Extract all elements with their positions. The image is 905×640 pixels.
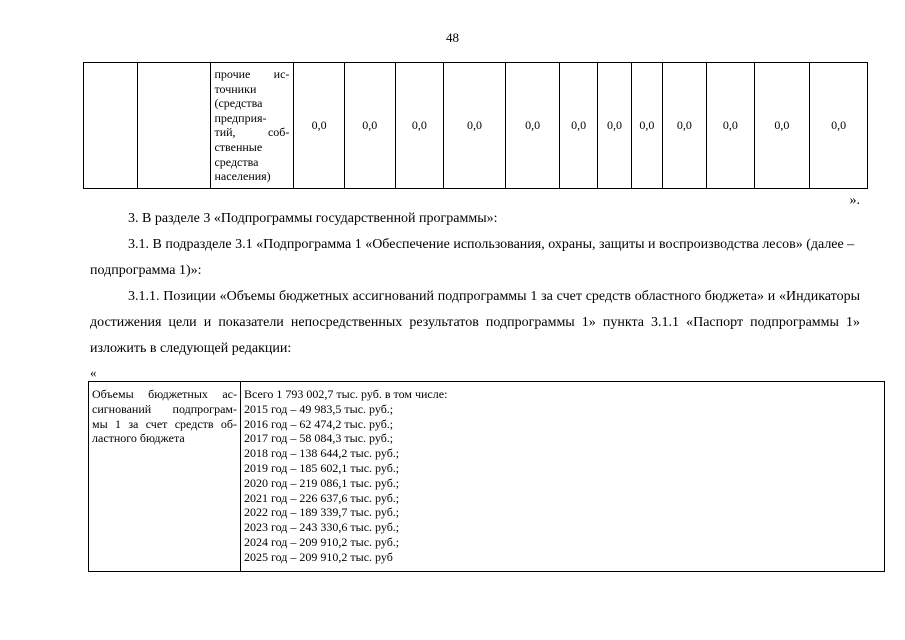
budget-year-line: 2025 год – 209 910,2 тыс. руб (244, 549, 393, 564)
value-cell: 0,0 (444, 63, 506, 189)
source-line: тий, соб- (214, 125, 290, 140)
label-line: мы 1 за счет средств об- (92, 416, 237, 431)
source-line: ственные (214, 139, 263, 154)
value-cell: 0,0 (395, 63, 444, 189)
label-line: сигнований подпрограм- (92, 401, 237, 416)
closing-quote: ». (849, 193, 860, 208)
budget-year-line: 2017 год – 58 084,3 тыс. руб.; (244, 431, 394, 446)
budget-year-line: 2018 год – 138 644,2 тыс. руб.; (244, 446, 400, 461)
value-cell: 0,0 (707, 63, 755, 189)
value-cell: 0,0 (754, 63, 810, 189)
table-row (89, 382, 885, 572)
source-line: населения) (214, 169, 271, 184)
source-line: (средства (214, 96, 263, 111)
budget-allocations-table (88, 381, 885, 572)
budget-year-line: 2019 год – 185 602,1 тыс. руб.; (244, 460, 400, 475)
budget-total-line: Всего 1 793 002,7 тыс. руб. в том числе: (244, 387, 448, 401)
value-cell: 0,0 (597, 63, 631, 189)
funding-source-label (211, 63, 294, 189)
budget-year-line: 2023 год – 243 330,6 тыс. руб.; (244, 520, 400, 535)
source-line: предприя- (214, 110, 267, 125)
opening-quote: « (90, 365, 97, 380)
empty-cell (137, 63, 211, 189)
paragraph-subsection-3-1: 3.1. В подразделе 3.1 «Подпрограмма 1 «Обеспечение использования, охраны, защиты и воспроизводства лесов» (далее – подпрограмма 1)»: (90, 237, 855, 278)
budget-year-line: 2024 год – 209 910,2 тыс. руб.; (244, 534, 400, 549)
budget-year-line: 2020 год – 219 086,1 тыс. руб.; (244, 475, 400, 490)
source-line: точники (214, 81, 257, 96)
value-cell: 0,0 (294, 63, 345, 189)
paragraph-section-3: 3. В разделе 3 «Подпрограммы государственной программы»: (128, 211, 498, 226)
value-cell: 0,0 (505, 63, 560, 189)
paragraph-item-3-1-1: 3.1.1. Позиции «Объемы бюджетных ассигнований подпрограммы 1 за счет средств областного бюджета» и «Индикаторы достижения цели и показатели непосредственных результатов подпрограммы 1» пункта 3.1.1 «Паспорт подпрограммы 1» изложить в следующей редакции: (90, 289, 860, 356)
position-label-cell (89, 382, 241, 572)
budget-year-line: 2016 год – 62 474,2 тыс. руб.; (244, 416, 394, 431)
budget-amounts-cell (241, 382, 885, 572)
table-row (84, 63, 868, 189)
source-line: средства (214, 154, 259, 169)
label-line: Объемы бюджетных ас- (92, 387, 237, 401)
budget-year-line: 2015 год – 49 983,5 тыс. руб.; (244, 401, 394, 416)
page-number: 48 (446, 30, 459, 45)
funding-sources-table-fragment (83, 62, 868, 189)
value-cell: 0,0 (632, 63, 662, 189)
value-cell: 0,0 (560, 63, 597, 189)
value-cell: 0,0 (344, 63, 395, 189)
label-line: ластного бюджета (92, 431, 185, 446)
budget-year-line: 2022 год – 189 339,7 тыс. руб.; (244, 505, 400, 520)
value-cell: 0,0 (662, 63, 707, 189)
empty-cell (84, 63, 138, 189)
source-line: прочие ис- (214, 67, 290, 81)
value-cell: 0,0 (810, 63, 868, 189)
budget-year-line: 2021 год – 226 637,6 тыс. руб.; (244, 490, 400, 505)
